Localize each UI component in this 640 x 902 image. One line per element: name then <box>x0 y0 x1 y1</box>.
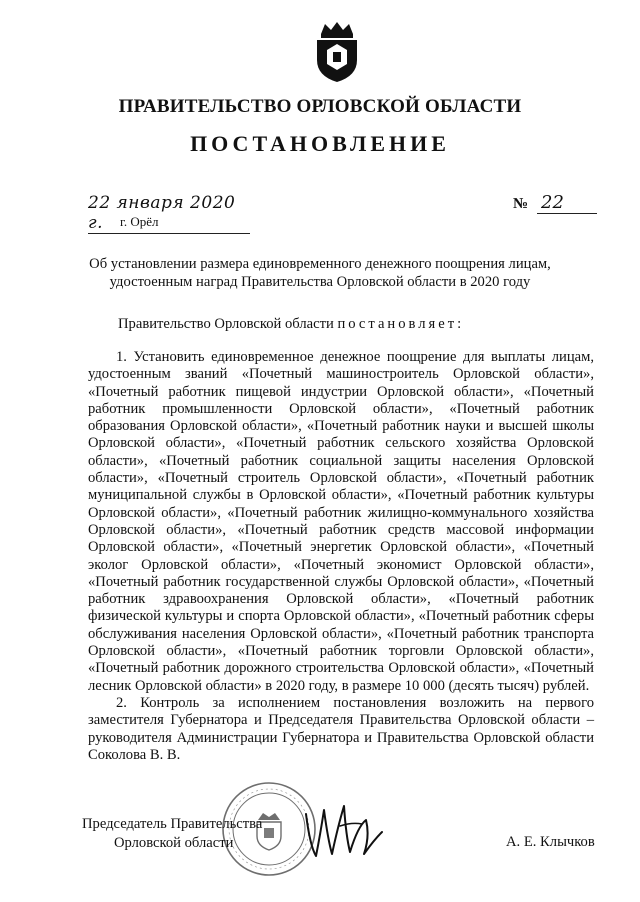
intro-verb: постановляет: <box>337 316 465 332</box>
document-city: г. Орёл <box>120 214 159 229</box>
paragraph-2: 2. Контроль за исполнением постановления возложить на первого заместителя Губернатора и Председателя Правительства Орловской области – руководителя Администрации Губернатора и Правительства Орловской области Соколова В. В. <box>88 694 594 763</box>
paragraph-1: 1. Установить единовременное денежное поощрение для выплаты лицам, удостоенным званий «Почетный машиностроитель Орловской области», «Почетный работник пищевой индустрии Орловской области», «Почетный работник промышленности Орловской области», «Почетный работник образования Орловской области», «Почетный работник науки и высшей школы Орловской области», «Почетный работник сельского хозяйства Орловской области», «Почетный работник социальной защиты населения Орловской области», «Почетный строитель Орловской области», «Почетный работник муниципальной службы в Орловской области», «Почетный работник культуры Орловской области», «Почетный работник жилищно-коммунального хозяйства Орловской области», «Почетный работник средств массовой информации Орловской области», «Почетный энергетик Орловской области», «Почетный эколог Орловской области», «Почетный экономист Орловской области», «Почетный работник государственной службы Орловской области», «Почетный работник здравоохранения Орловской области», «Почетный работник физической культуры и спорта Орловской области», «Почетный работник сферы обслуживания населения Орловской области», «Почетный работник транспорта Орловской области», «Почетный работник торговли Орловской области», «Почетный работник дорожного строительства Орловской области», «Почетный лесник Орловской области» в 2020 году, в размере 10 000 (десять тысяч) рублей. <box>88 349 594 694</box>
document-number: 22 <box>537 192 597 214</box>
intro-line <box>118 316 464 333</box>
signatory-name: А. Е. Клычков <box>506 834 595 850</box>
document-type: ПОСТАНОВЛЕНИЕ <box>190 131 450 156</box>
document-body <box>88 349 594 764</box>
document-subject: Об установлении размера единовременного денежного поощрения лицам, удостоенным наград Правительства Орловской области в 2020 году <box>89 256 551 290</box>
number-label: № <box>513 196 529 212</box>
document-date: 22 января 2020 г. <box>88 193 250 234</box>
signatory-position-line2: Орловской области <box>114 835 234 851</box>
intro-prefix: Правительство Орловской области <box>118 316 338 332</box>
document-number-block <box>513 192 593 214</box>
coat-of-arms-icon <box>311 20 363 84</box>
government-title: ПРАВИТЕЛЬСТВО ОРЛОВСКОЙ ОБЛАСТИ <box>118 96 522 117</box>
signatory-position <box>82 815 262 853</box>
handwritten-signature <box>300 796 386 866</box>
signatory-position-line1: Председатель Правительства <box>82 816 263 832</box>
